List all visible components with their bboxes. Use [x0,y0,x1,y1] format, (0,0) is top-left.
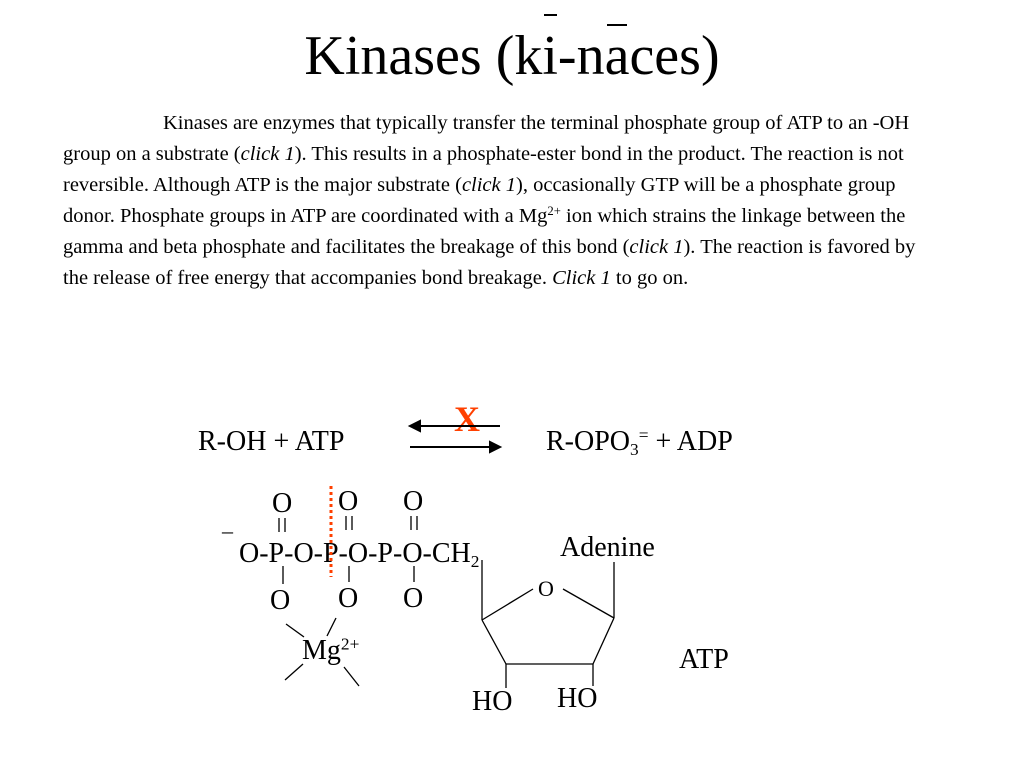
paragraph-text-1: Kinases are enzymes that typically transfer the terminal phosphate group of ATP to an -OH group on a substrate ( [63,112,910,165]
phosphate-o-top-2: O [338,486,359,517]
hydroxyl-left: HO [472,686,513,717]
reaction-left-side: R-OH + ATP [198,426,345,457]
paragraph-text-6: to go on. [610,267,689,289]
paragraph-text-3: ), occasionally GTP will be a phosphate group donor. Phosphate groups in ATP are coordinated with a Mg [63,174,896,227]
reaction-arrows [410,421,500,452]
product-adp: + ADP [648,426,733,457]
reverse-arrowhead [410,421,420,431]
forward-arrowhead [490,442,500,452]
coord-bond-4 [344,667,359,686]
phosphate-o-bottom-3: O [403,583,424,614]
coord-bond-3 [285,664,303,680]
phosphate-o-bottom-1: O [270,585,291,616]
title-i-macron: i [542,25,558,87]
ring-bond-c3-c4 [482,620,506,664]
atp-label: ATP [679,644,729,675]
magnesium-coordination [285,618,359,686]
phosphate-o-top-3: O [403,486,424,517]
coord-bond-1 [286,624,304,637]
ribose-ring-oxygen: O [538,576,554,601]
irreversible-x-mark: X [454,399,480,439]
click-cue-4: Click 1 [552,267,611,289]
coord-bond-2 [327,618,336,636]
ring-bond-o-c1 [563,589,614,618]
paragraph-text-2: ). This results in a phosphate-ester bond in the product. The reaction is not reversible. Although ATP is the major substrate ( [63,143,904,196]
title-text-1: Kinases (k [304,25,543,87]
magnesium-charge: 2+ [340,634,360,654]
click-cue-1: click 1 [240,143,295,165]
click-cue-3: click 1 [629,236,684,258]
adenine-label: Adenine [560,532,655,563]
ring-bond-c4-o [482,589,533,620]
double-bonds [279,516,417,532]
single-bonds [283,566,414,584]
paragraph-text-5: ). The reaction is favored by the release of free energy that accompanies bond breakage. [63,236,916,289]
product-formula: R-OPO [546,426,631,457]
phosphate-o-top-1: O [272,488,293,519]
product-charge: = [638,425,649,445]
phosphate-o-bottom-2: O [338,583,359,614]
ribose-ring [482,560,614,688]
magnesium-symbol: Mg [302,635,341,666]
title-a-macron: a [604,25,630,87]
ring-bond-c1-c2 [593,618,614,664]
hydroxyl-right: HO [557,683,598,714]
click-cue-2: click 1 [461,174,517,196]
phosphate-chain-formula: O-P-O-P-O-P-O-CH [239,538,471,569]
negative-charge-mark: – [222,518,233,543]
product-subscript: 3 [630,440,639,460]
title-text-2: -n [557,25,605,87]
ch2-subscript: 2 [470,552,480,572]
title-text-3: ces) [629,25,720,87]
paragraph-text-4: ion which strains the linkage between the gamma and beta phosphate and facilitates the breakage of this bond ( [63,205,906,258]
mg-charge-superscript: 2+ [547,204,561,219]
